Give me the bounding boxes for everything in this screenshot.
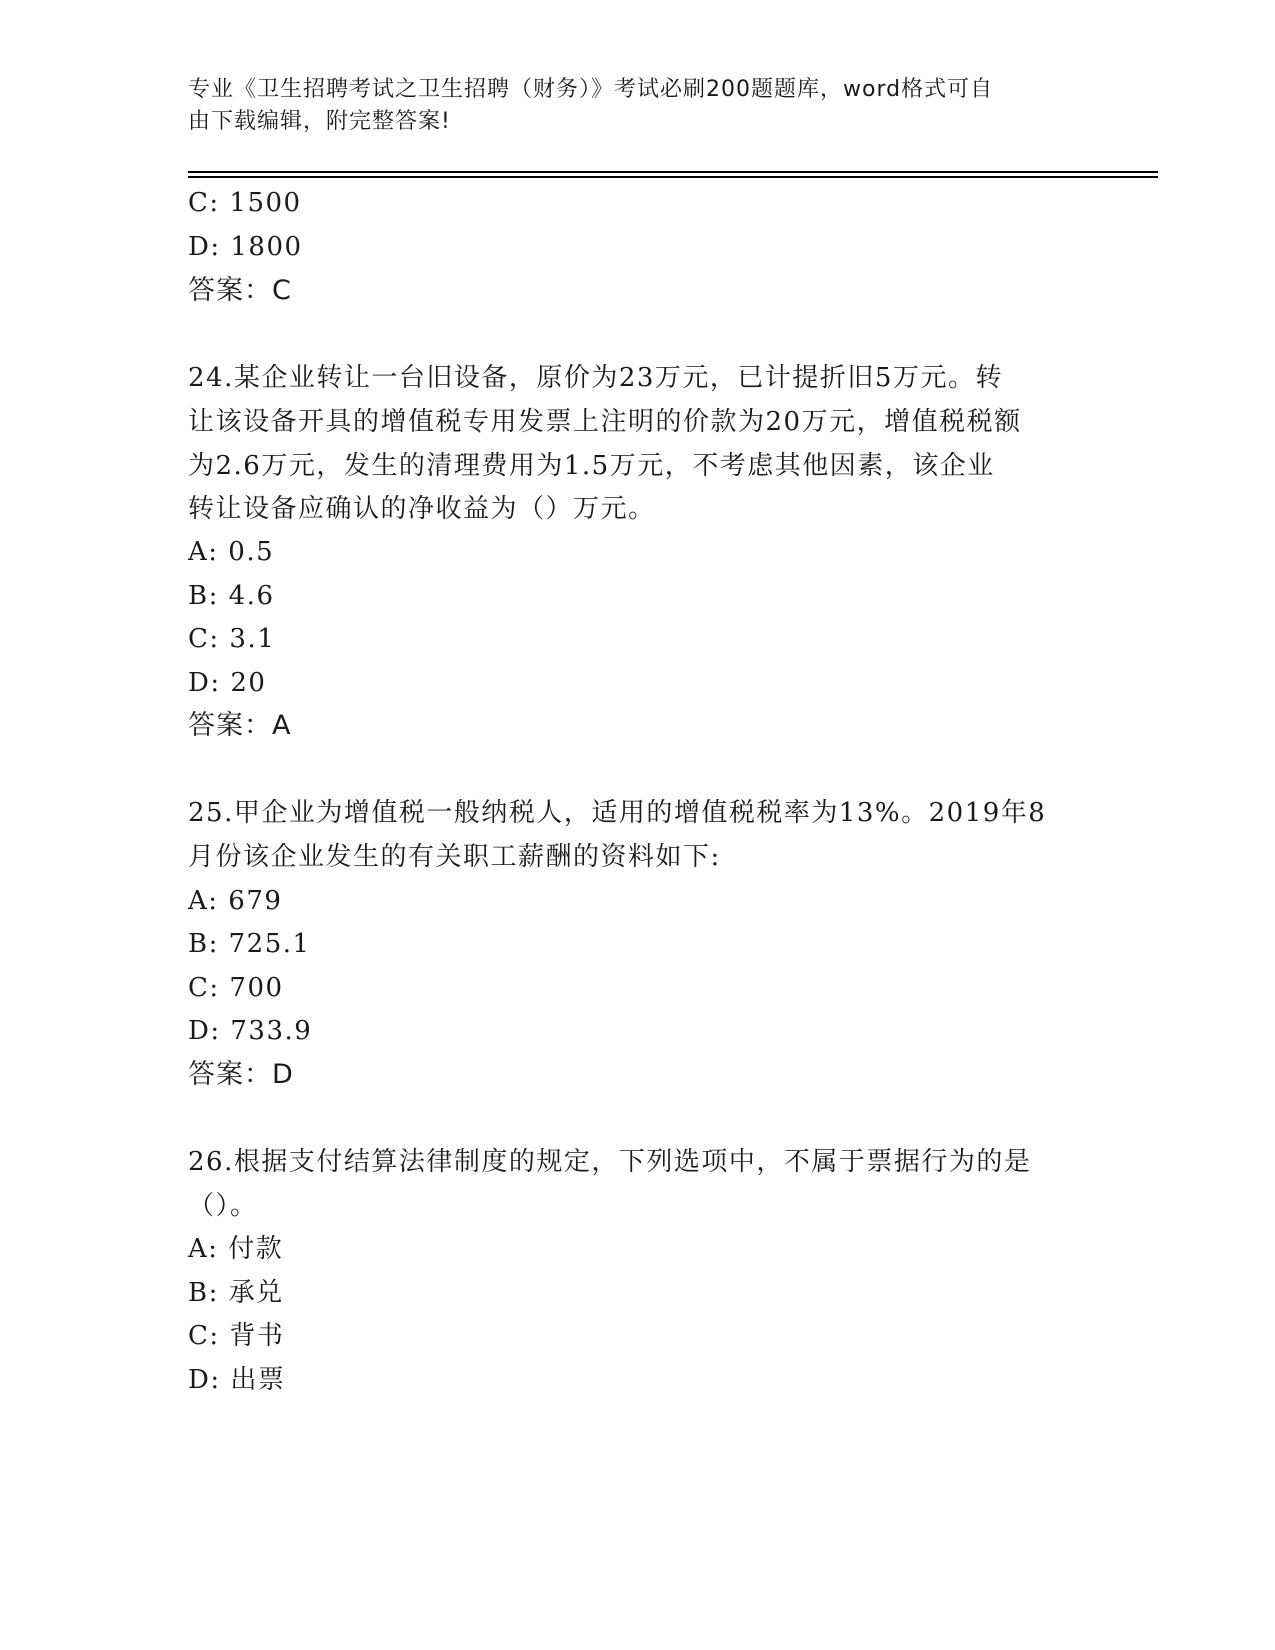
q25-stem-line-1: 25.甲企业为增值税一般纳税人，适用的增值税税率为13%。2019年8 xyxy=(188,798,1047,828)
q24-option-a: A: 0.5 xyxy=(188,537,275,567)
q26-option-d: D: 出票 xyxy=(188,1365,286,1395)
q23-answer: 答案：C xyxy=(188,275,292,306)
document-header xyxy=(188,74,1088,138)
q25-option-d: D: 733.9 xyxy=(188,1016,313,1046)
q26-stem-line-1: 26.根据支付结算法律制度的规定，下列选项中，不属于票据行为的是 xyxy=(188,1147,1032,1177)
header-divider-top xyxy=(188,171,1158,173)
q26-option-b: B: 承兑 xyxy=(188,1278,284,1308)
q24-stem-line-3: 为2.6万元，发生的清理费用为1.5万元，不考虑其他因素，该企业 xyxy=(188,451,995,481)
header-title-line-2: 由下载编辑，附完整答案! xyxy=(188,109,451,134)
header-divider-bottom xyxy=(188,176,1158,178)
q26-option-a: A: 付款 xyxy=(188,1234,284,1264)
q24-stem-line-2: 让该设备开具的增值税专用发票上注明的价款为20万元，增值税税额 xyxy=(188,407,1022,437)
q24-answer: 答案：A xyxy=(188,710,292,741)
q25-option-c: C: 700 xyxy=(188,973,284,1003)
q25-stem-line-2: 月份该企业发生的有关职工薪酬的资料如下: xyxy=(188,842,721,872)
q23-option-c: C: 1500 xyxy=(188,188,302,218)
q24-option-b: B: 4.6 xyxy=(188,581,275,611)
q24-option-d: D: 20 xyxy=(188,668,267,698)
q24-option-c: C: 3.1 xyxy=(188,624,276,654)
q26-stem-line-2: （）。 xyxy=(188,1191,258,1221)
q24-stem-line-4: 转让设备应确认的净收益为（）万元。 xyxy=(188,494,656,524)
header-title-line-1: 专业《卫生招聘考试之卫生招聘（财务）》考试必刷200题题库，word格式可自 xyxy=(188,77,994,102)
q25-answer: 答案：D xyxy=(188,1059,294,1090)
q25-option-b: B: 725.1 xyxy=(188,929,311,959)
q24-stem-line-1: 24.某企业转让一台旧设备，原价为23万元，已计提折旧5万元。转 xyxy=(188,363,1003,393)
q25-option-a: A: 679 xyxy=(188,886,283,916)
q26-option-c: C: 背书 xyxy=(188,1321,285,1351)
q23-option-d: D: 1800 xyxy=(188,232,303,262)
